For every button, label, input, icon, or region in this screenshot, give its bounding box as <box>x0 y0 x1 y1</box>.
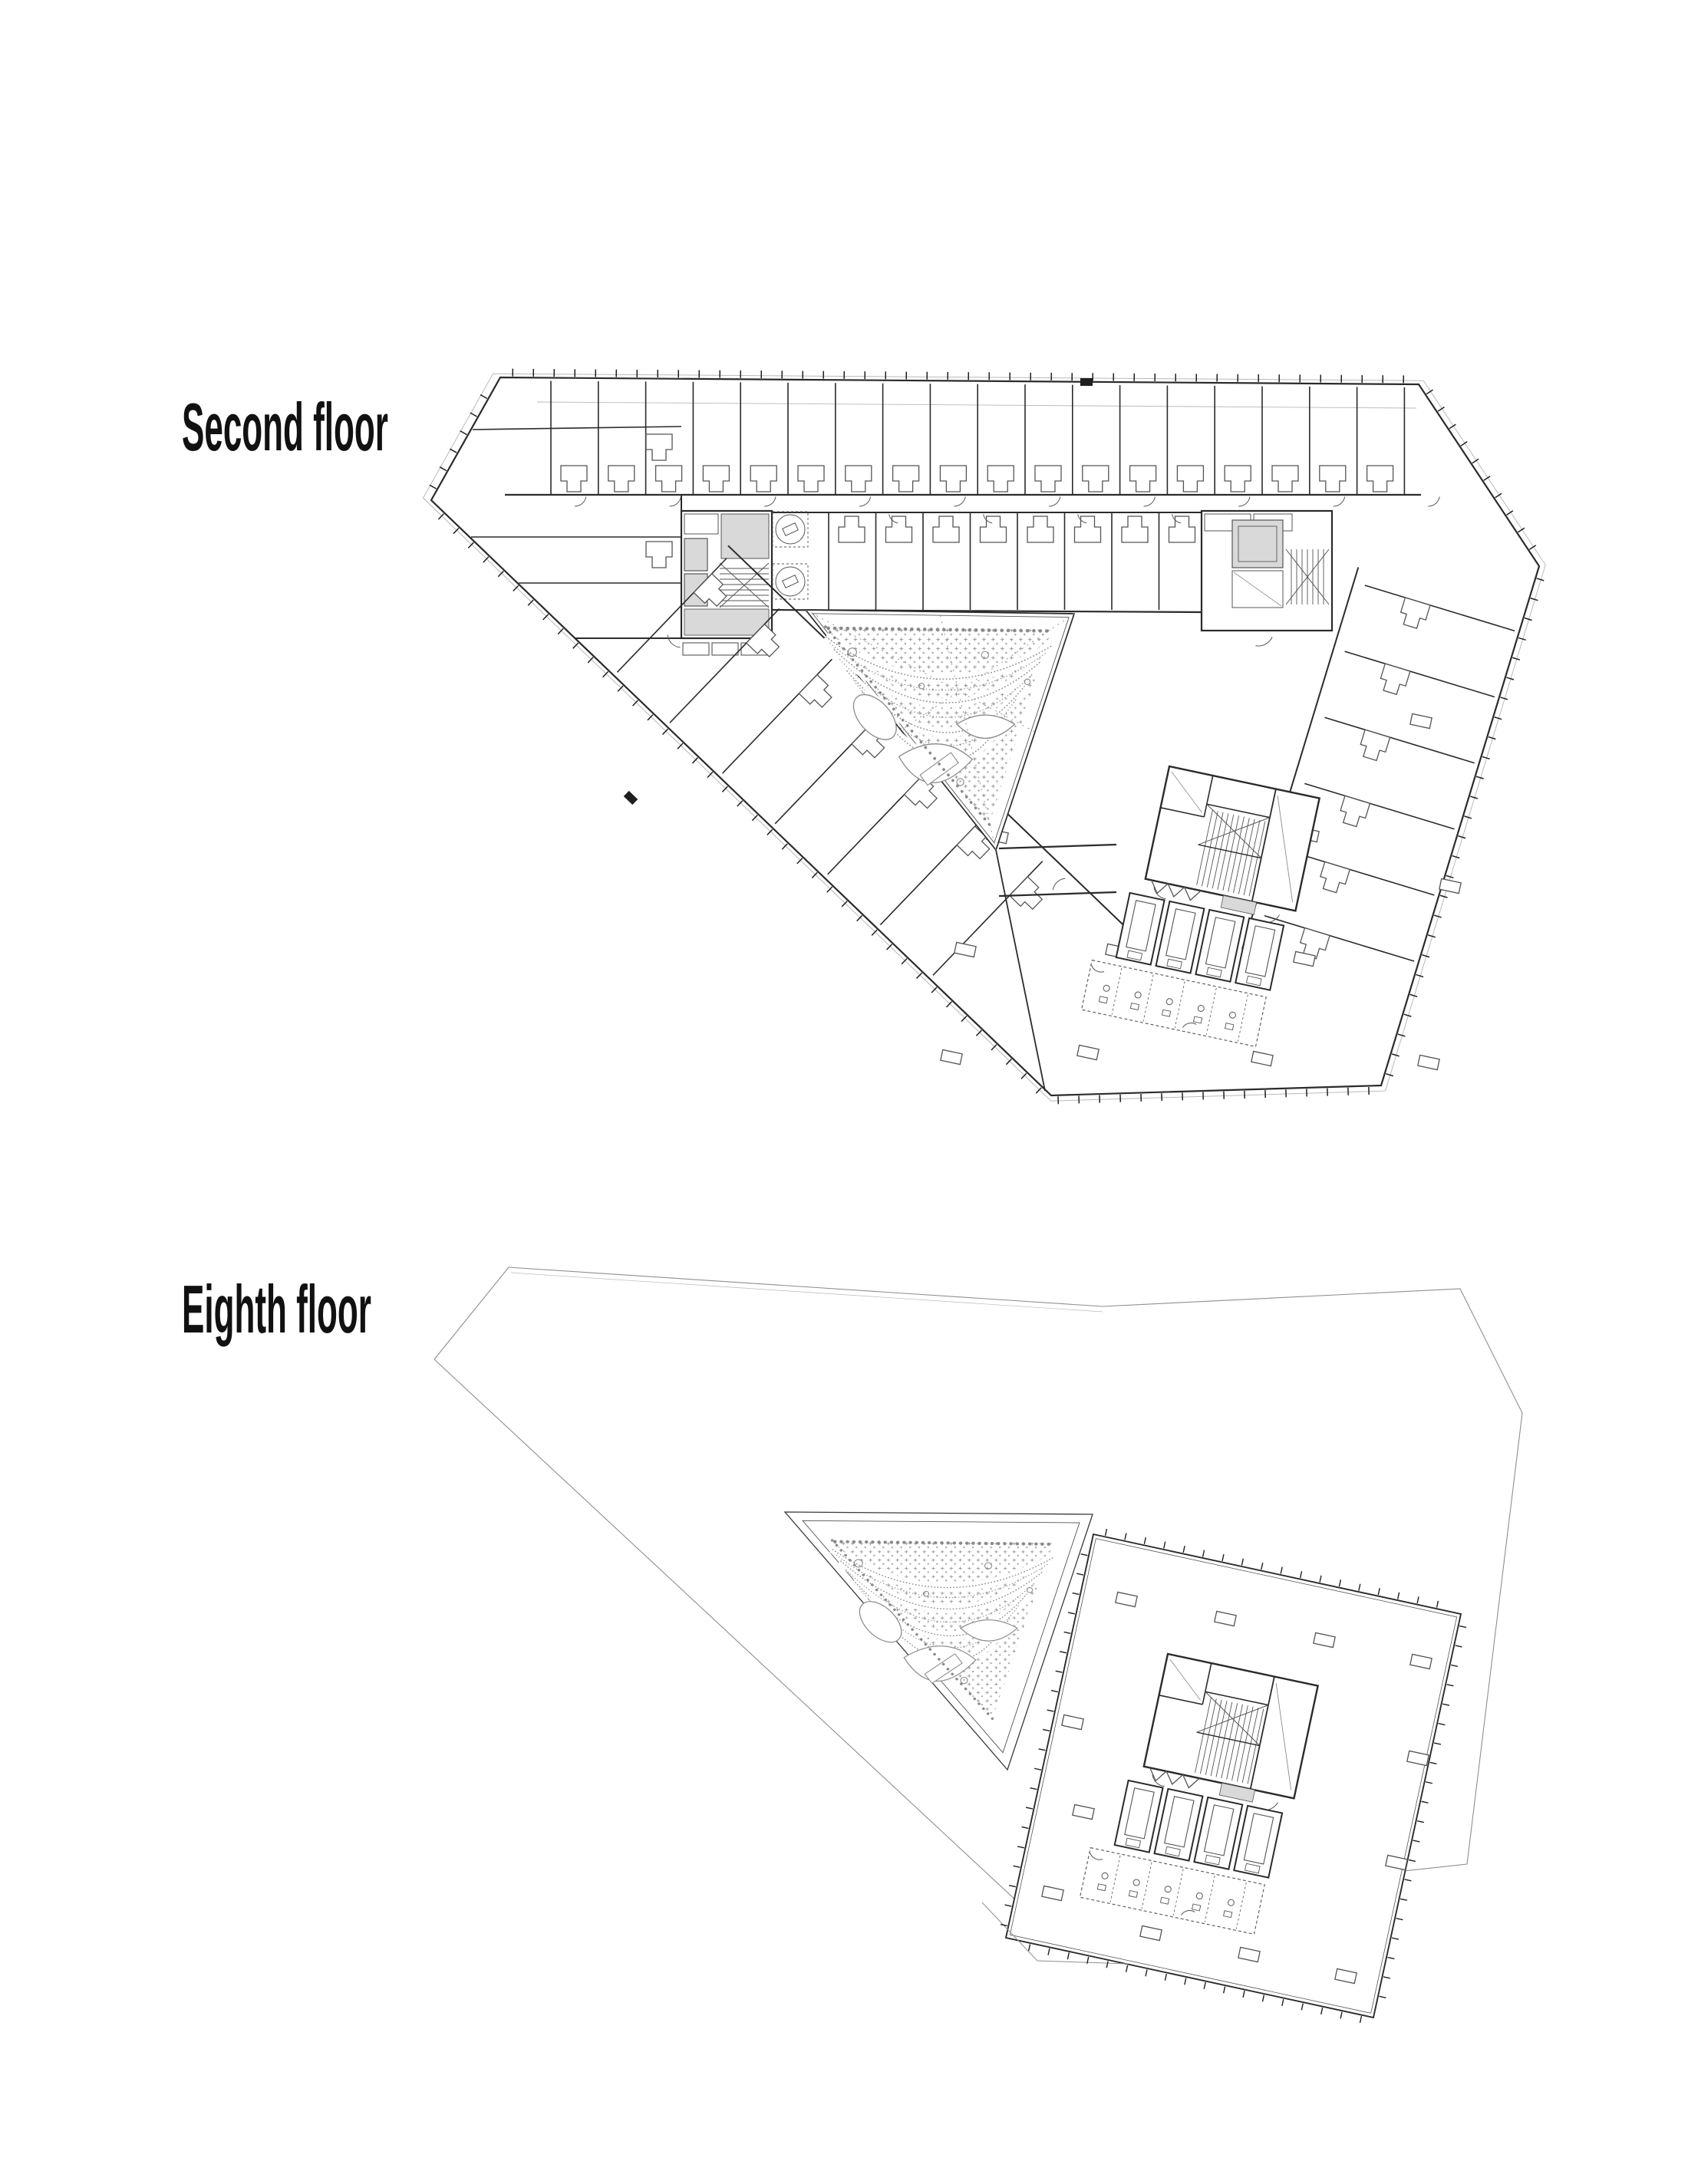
second-floor-plan <box>423 369 1545 1105</box>
eighth-floor-courtyard <box>785 1512 1093 1770</box>
second-floor-title: Second floor <box>182 389 388 465</box>
eighth-floor-title: Eighth floor <box>182 1271 371 1347</box>
eighth-floor-plan <box>434 1267 1522 2023</box>
